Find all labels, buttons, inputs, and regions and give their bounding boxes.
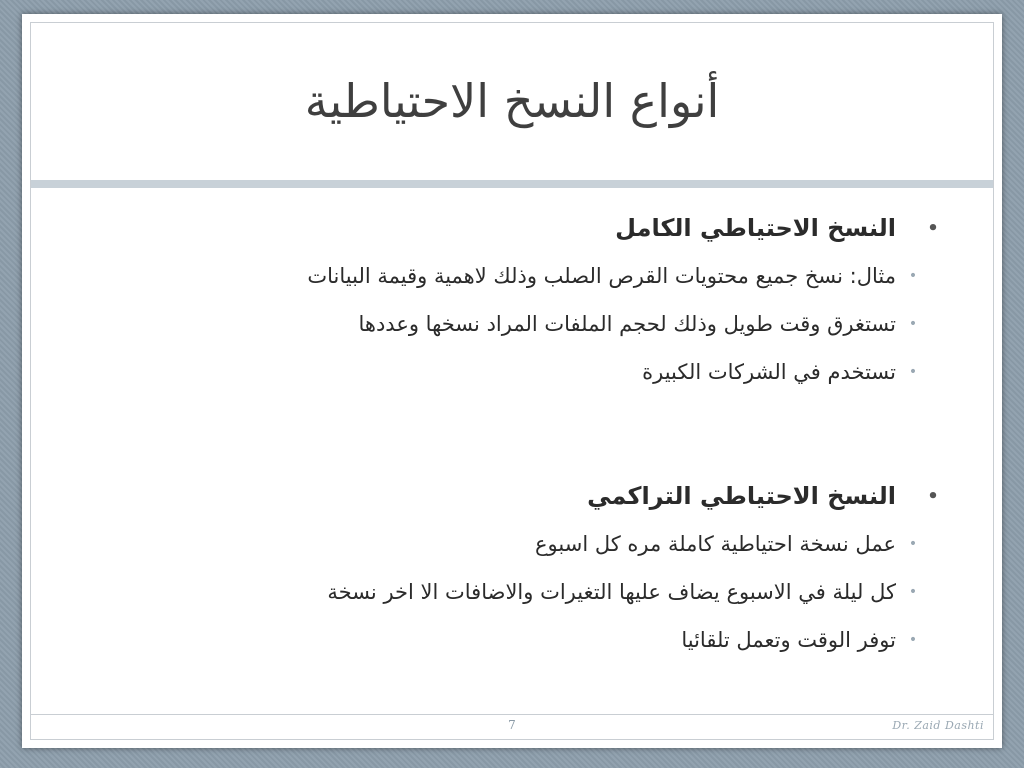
footer-divider xyxy=(31,714,993,715)
list-item-text: مثال: نسخ جميع محتويات القرص الصلب وذلك لاهمية وقيمة البيانات xyxy=(307,264,896,288)
sub-bullet-icon: • xyxy=(908,316,918,332)
sub-bullet-icon: • xyxy=(908,536,918,552)
list-item xyxy=(82,252,920,300)
section-heading-text: النسخ الاحتياطي التراكمي xyxy=(587,482,896,510)
list-item xyxy=(82,520,920,568)
list-item-text: كل ليلة في الاسبوع يضاف عليها التغيرات والاضافات الا اخر نسخة xyxy=(327,580,896,604)
list-item xyxy=(82,300,920,348)
slide xyxy=(22,14,1002,748)
bullet-icon: • xyxy=(927,217,939,239)
list-item xyxy=(82,616,920,664)
section-heading xyxy=(82,472,942,520)
section-heading xyxy=(82,204,942,252)
list-item-text: توفر الوقت وتعمل تلقائيا xyxy=(681,628,896,652)
bullet-icon: • xyxy=(927,485,939,507)
list-item-text: تستغرق وقت طويل وذلك لحجم الملفات المراد نسخها وعددها xyxy=(358,312,896,336)
sub-bullet-icon: • xyxy=(908,584,918,600)
page-number: 7 xyxy=(508,718,516,732)
author-footer: Dr. Zaid Dashti xyxy=(892,719,984,732)
slide-title: أنواع النسخ الاحتياطية xyxy=(304,73,720,128)
slide-content xyxy=(82,204,942,664)
sub-bullet-icon: • xyxy=(908,364,918,380)
title-divider xyxy=(31,180,993,188)
sub-bullet-icon: • xyxy=(908,632,918,648)
list-item xyxy=(82,568,920,616)
list-item-text: تستخدم في الشركات الكبيرة xyxy=(642,360,896,384)
sub-bullet-list xyxy=(82,520,942,664)
list-item-text: عمل نسخة احتياطية كاملة مره كل اسبوع xyxy=(535,532,896,556)
section-heading-text: النسخ الاحتياطي الكامل xyxy=(615,214,896,242)
sub-bullet-icon: • xyxy=(908,268,918,284)
title-area xyxy=(31,23,993,178)
section-incremental-backup xyxy=(82,472,942,664)
sub-bullet-list xyxy=(82,252,942,396)
section-full-backup xyxy=(82,204,942,396)
list-item xyxy=(82,348,920,396)
